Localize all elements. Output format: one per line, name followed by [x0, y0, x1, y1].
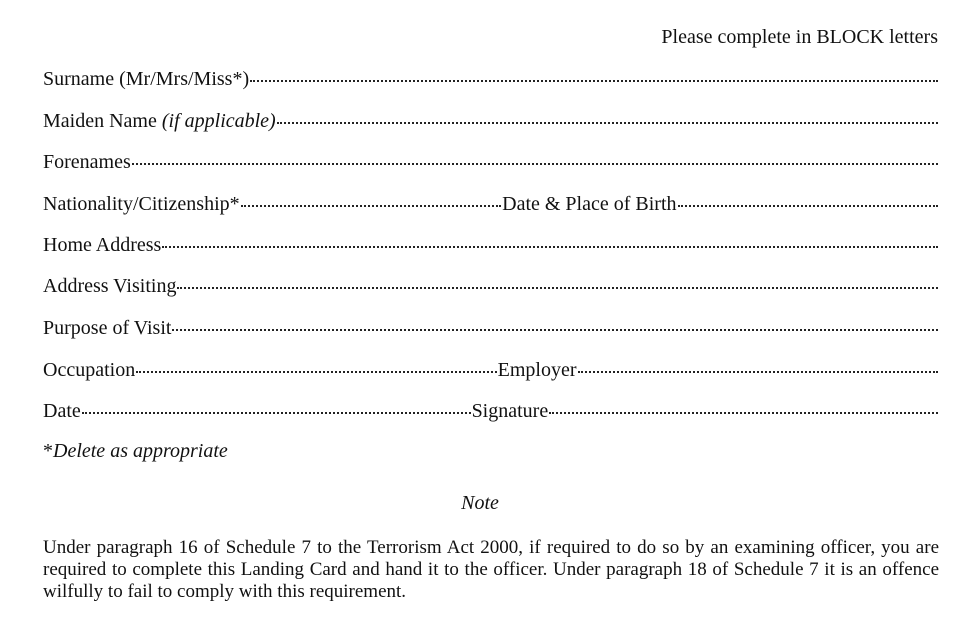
note-title: Note: [461, 492, 499, 514]
employer-label: Employer: [497, 359, 577, 381]
forenames-label: Forenames: [43, 151, 131, 173]
date-signature-row: [43, 398, 939, 424]
address-visiting-label: Address Visiting: [43, 275, 177, 297]
home-address-label: Home Address: [43, 234, 162, 256]
occupation-label: Occupation: [43, 359, 136, 381]
maiden-name-label-text: Maiden Name: [43, 110, 157, 132]
employer-field[interactable]: [578, 370, 938, 373]
forenames-row: [43, 149, 939, 175]
purpose-of-visit-field[interactable]: [172, 328, 938, 331]
date-place-birth-label: Date & Place of Birth: [502, 193, 677, 215]
home-address-row: [43, 232, 939, 258]
address-visiting-row: [43, 273, 939, 299]
surname-label: Surname (Mr/Mrs/Miss*): [43, 68, 250, 90]
maiden-name-label: [43, 108, 276, 134]
forenames-field[interactable]: [132, 162, 938, 165]
maiden-name-field[interactable]: [277, 121, 938, 124]
date-label: Date: [43, 400, 81, 422]
block-letters-instruction: Please complete in BLOCK letters: [661, 26, 938, 48]
footnote-asterisk: *: [43, 440, 53, 462]
date-place-birth-field[interactable]: [678, 204, 938, 207]
maiden-name-row: [43, 108, 939, 134]
nationality-field[interactable]: [241, 204, 501, 207]
delete-as-appropriate-footnote: [43, 440, 228, 463]
nationality-label: Nationality/Citizenship*: [43, 193, 240, 215]
purpose-of-visit-label: Purpose of Visit: [43, 317, 172, 339]
nationality-birth-row: [43, 191, 939, 217]
maiden-name-applicable-note: (if applicable): [161, 110, 276, 132]
signature-label: Signature: [471, 400, 549, 422]
footnote-text: Delete as appropriate: [53, 440, 228, 462]
occupation-field[interactable]: [136, 370, 496, 373]
signature-field[interactable]: [549, 411, 938, 414]
date-field[interactable]: [82, 411, 471, 414]
address-visiting-field[interactable]: [177, 286, 938, 289]
occupation-employer-row: [43, 357, 939, 383]
purpose-of-visit-row: [43, 315, 939, 341]
surname-field[interactable]: [250, 79, 938, 82]
note-body: Under paragraph 16 of Schedule 7 to the Terrorism Act 2000, if required to do so by an examining officer, you are required to complete this Landing Card and hand it to the officer. Under paragraph 18 of Schedule 7 it is an offence wilfully to fail to comply with this requirement.: [43, 537, 939, 602]
home-address-field[interactable]: [162, 245, 938, 248]
surname-row: [43, 66, 939, 92]
